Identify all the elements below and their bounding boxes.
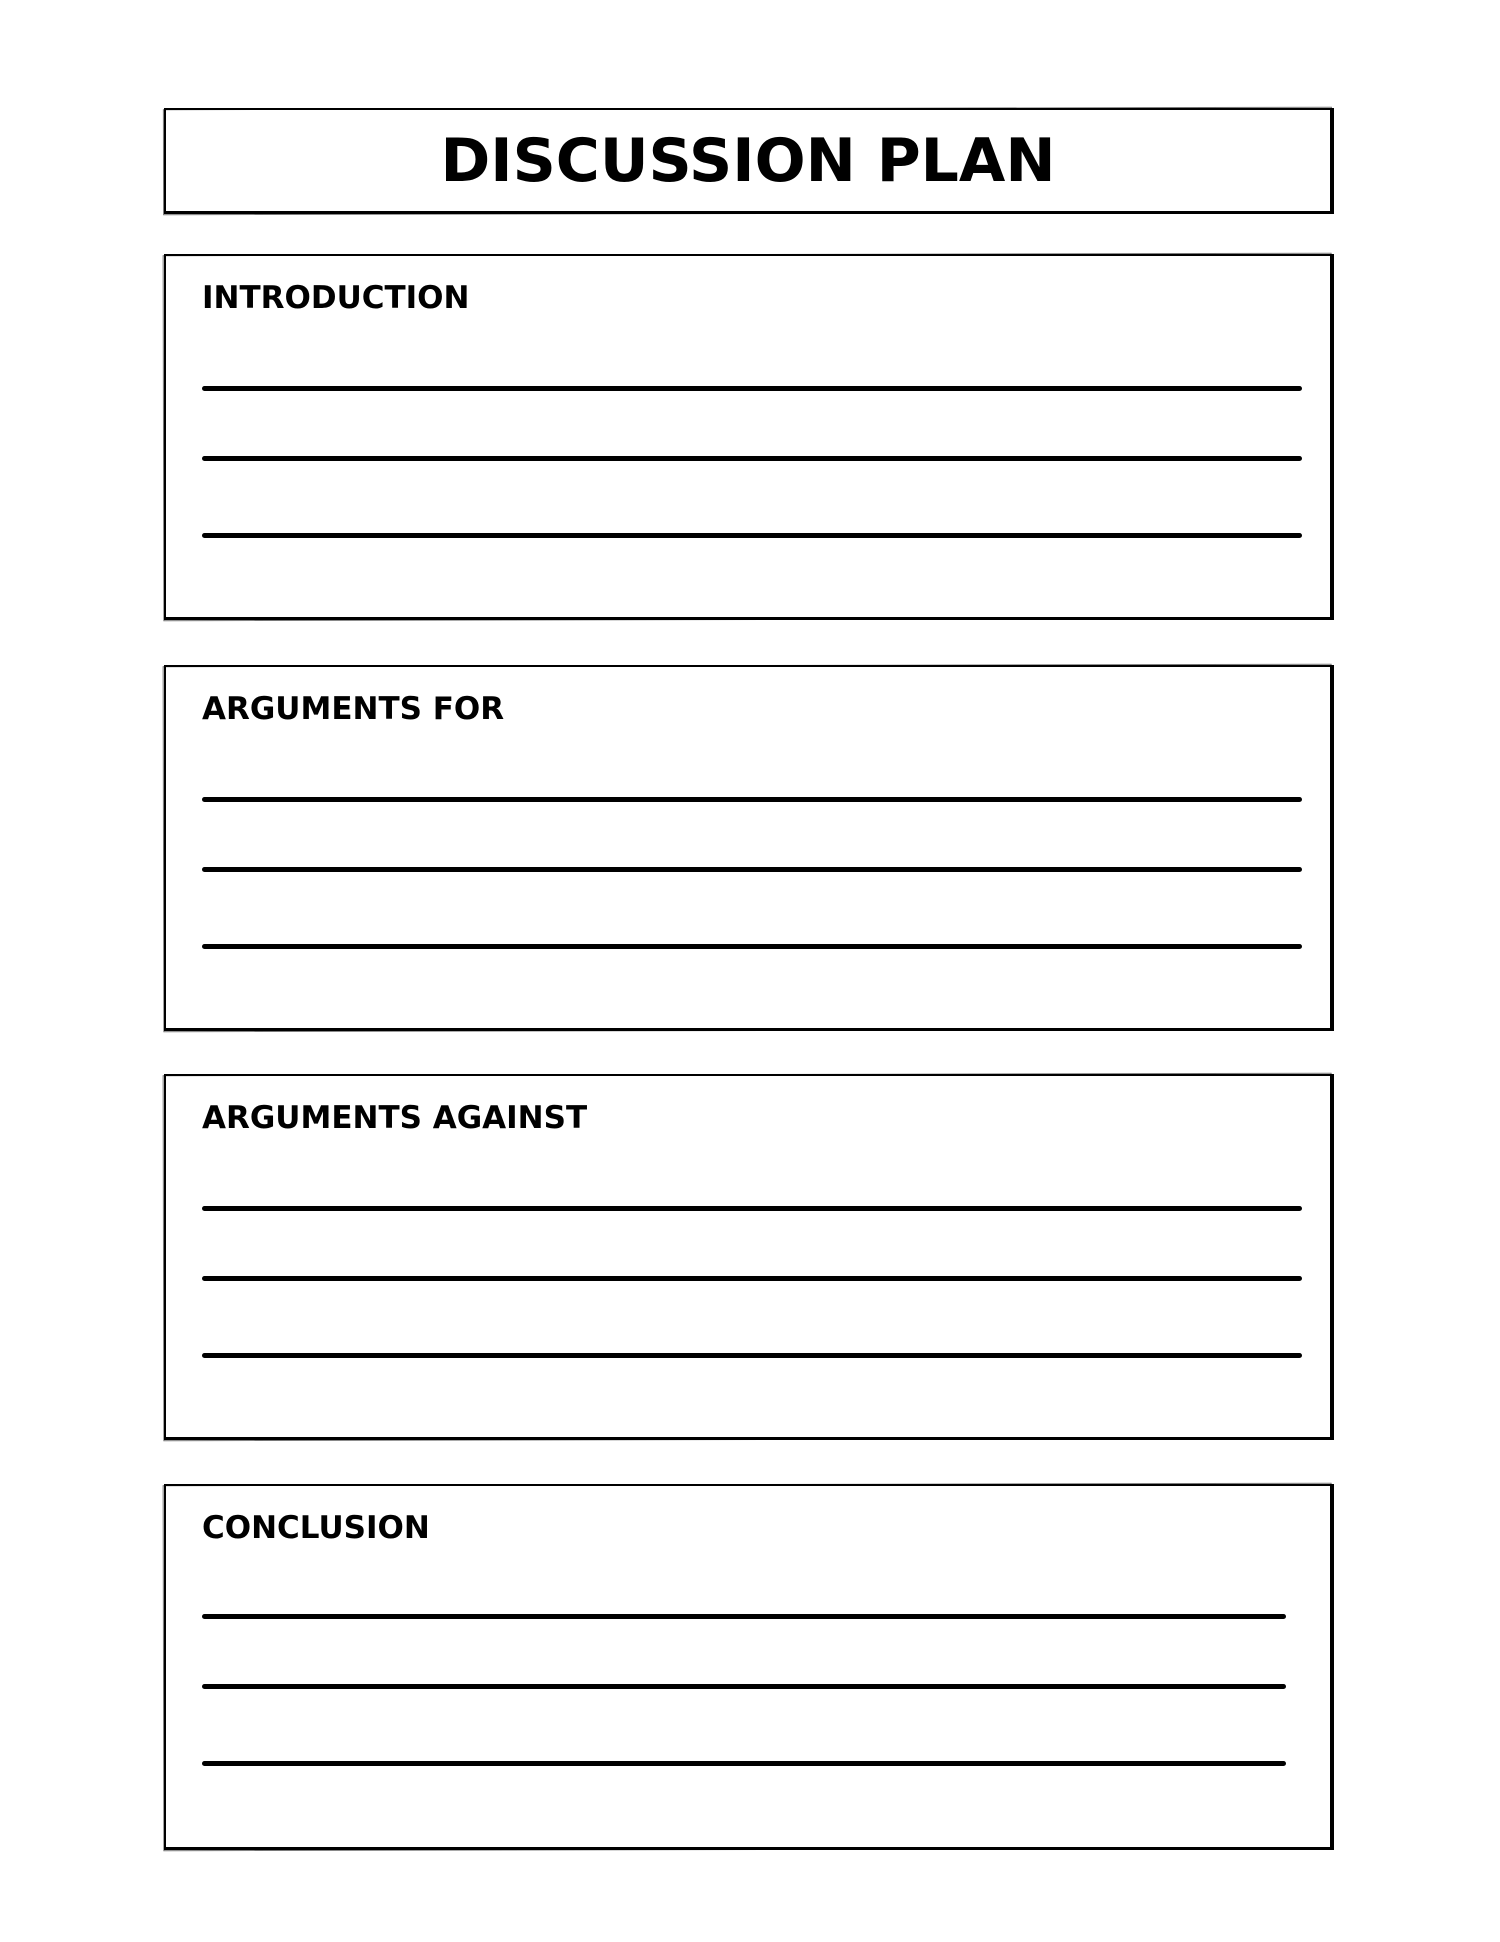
writing-line[interactable] [202, 386, 1302, 391]
section-arguments-for [164, 665, 1334, 1031]
title-banner [164, 108, 1334, 214]
page-title: DISCUSSION PLAN [440, 125, 1056, 196]
writing-line[interactable] [202, 456, 1302, 461]
writing-line[interactable] [202, 1614, 1286, 1619]
section-heading-arguments-against: ARGUMENTS AGAINST [202, 1100, 588, 1136]
section-heading-introduction: INTRODUCTION [202, 280, 470, 316]
writing-line[interactable] [202, 1353, 1302, 1358]
section-introduction [164, 254, 1334, 620]
section-arguments-against [164, 1074, 1334, 1440]
writing-line[interactable] [202, 1684, 1286, 1689]
writing-line[interactable] [202, 867, 1302, 872]
writing-line[interactable] [202, 797, 1302, 802]
writing-line[interactable] [202, 944, 1302, 949]
section-heading-arguments-for: ARGUMENTS FOR [202, 691, 505, 727]
section-conclusion [164, 1484, 1334, 1850]
writing-line[interactable] [202, 533, 1302, 538]
section-heading-conclusion: CONCLUSION [202, 1510, 430, 1546]
writing-line[interactable] [202, 1206, 1302, 1211]
writing-line[interactable] [202, 1761, 1286, 1766]
writing-line[interactable] [202, 1276, 1302, 1281]
